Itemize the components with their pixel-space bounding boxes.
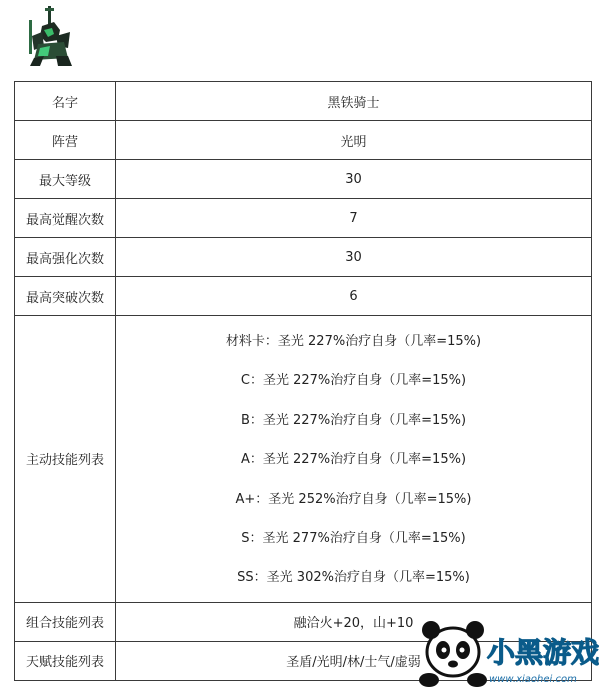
max-breakthrough-value: 6 xyxy=(116,277,592,316)
table-row xyxy=(15,82,592,121)
name-value: 黑铁骑士 xyxy=(116,82,592,121)
table-row xyxy=(15,277,592,316)
skill-line: C：圣光 227%治疗自身（几率=15%) xyxy=(240,373,467,389)
skill-line: SS：圣光 302%治疗自身（几率=15%) xyxy=(237,570,470,586)
max-enhance-value: 30 xyxy=(116,238,592,277)
name-label: 名字 xyxy=(15,82,116,121)
faction-label: 阵营 xyxy=(15,121,116,160)
active-skills-list xyxy=(116,316,592,603)
active-skills-label: 主动技能列表 xyxy=(15,316,116,603)
table-row xyxy=(15,238,592,277)
skill-line: S：圣光 277%治疗自身（几率=15%) xyxy=(241,530,466,546)
watermark-brand: 小黑游戏 xyxy=(487,636,600,669)
watermark-url: www.xiaohei.com xyxy=(489,674,577,685)
talent-skills-value: 圣盾/光明/林/士气/虚弱 xyxy=(116,641,592,680)
max-awaken-label: 最高觉醒次数 xyxy=(15,199,116,238)
max-breakthrough-label: 最高突破次数 xyxy=(15,277,116,316)
panda-logo-icon xyxy=(419,621,487,687)
table-row xyxy=(15,160,592,199)
table-row xyxy=(15,199,592,238)
character-info-table xyxy=(14,81,592,681)
max-level-label: 最大等级 xyxy=(15,160,116,199)
combo-skills-label: 组合技能列表 xyxy=(15,602,116,641)
site-watermark xyxy=(405,610,600,689)
table-row xyxy=(15,316,592,603)
faction-value: 光明 xyxy=(116,121,592,160)
max-enhance-label: 最高强化次数 xyxy=(15,238,116,277)
skill-line: 材料卡：圣光 227%治疗自身（几率=15%) xyxy=(225,334,482,349)
talent-skills-label: 天赋技能列表 xyxy=(15,641,116,680)
skill-line: A+：圣光 252%治疗自身（几率=15%) xyxy=(235,491,472,507)
combo-skills-value: 融洽火+20，山+10 xyxy=(116,602,592,641)
dark-knight-avatar-icon xyxy=(24,6,76,68)
max-level-value: 30 xyxy=(116,160,592,199)
table-row xyxy=(15,121,592,160)
max-awaken-value: 7 xyxy=(116,199,592,238)
skill-line: B：圣光 227%治疗自身（几率=15%) xyxy=(240,412,467,428)
character-portrait xyxy=(24,6,76,68)
skill-line: A：圣光 227%治疗自身（几率=15%) xyxy=(240,452,467,468)
